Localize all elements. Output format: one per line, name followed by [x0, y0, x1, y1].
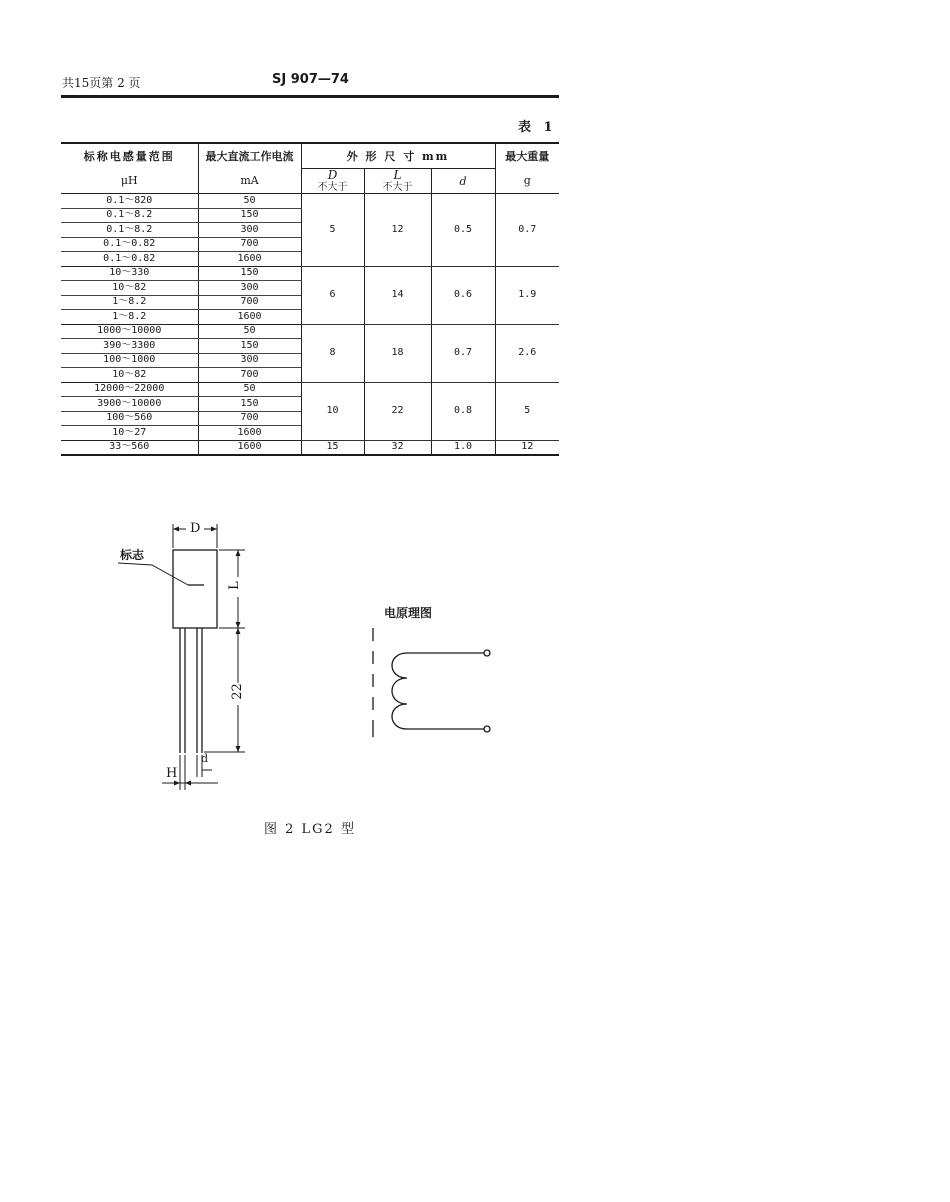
- header-D: D 不大于: [301, 169, 364, 194]
- range-cell: 12000～22000: [61, 382, 198, 397]
- dim-22-label: 22: [229, 683, 245, 700]
- d-cell: 1.0: [431, 440, 495, 455]
- D-cell: 10: [301, 382, 364, 440]
- current-cell: 300: [198, 223, 301, 238]
- range-cell: 100～1000: [61, 353, 198, 368]
- table-row: [61, 382, 559, 397]
- range-cell: 33～560: [61, 440, 198, 455]
- current-cell: 150: [198, 208, 301, 223]
- page-info: 共15页第 2 页: [62, 76, 141, 90]
- circuit-label: 电原理图: [384, 606, 433, 620]
- current-cell: 150: [198, 266, 301, 281]
- inductor-body: [173, 550, 217, 628]
- range-cell: 10～330: [61, 266, 198, 281]
- L-cell: 12: [364, 194, 431, 267]
- weight-cell: 5: [495, 382, 559, 440]
- range-cell: 0.1～8.2: [61, 208, 198, 223]
- weight-cell: 2.6: [495, 324, 559, 382]
- table-row: [61, 266, 559, 281]
- header-range: 标称电感量范围: [61, 143, 198, 169]
- current-cell: 1600: [198, 426, 301, 441]
- current-cell: 300: [198, 353, 301, 368]
- table-row: [61, 440, 559, 455]
- spec-table: [61, 142, 559, 456]
- D-cell: 6: [301, 266, 364, 324]
- table-row: [61, 194, 559, 209]
- range-cell: 10～82: [61, 281, 198, 296]
- range-cell: 10～27: [61, 426, 198, 441]
- current-cell: 700: [198, 295, 301, 310]
- header-weight: 最大重量: [495, 143, 559, 169]
- terminal-icon: [484, 726, 490, 732]
- dim-L-label: L: [226, 581, 242, 590]
- mark-label: 标志: [120, 548, 145, 562]
- header-L: L 不大于: [364, 169, 431, 194]
- L-cell: 32: [364, 440, 431, 455]
- range-cell: 10～82: [61, 368, 198, 383]
- L-cell: 18: [364, 324, 431, 382]
- table-number: 表 1: [518, 120, 557, 135]
- current-cell: 1600: [198, 440, 301, 455]
- D-cell: 8: [301, 324, 364, 382]
- table-row: [61, 324, 559, 339]
- d-cell: 0.6: [431, 266, 495, 324]
- current-cell: 50: [198, 382, 301, 397]
- current-cell: 700: [198, 411, 301, 426]
- d-cell: 0.8: [431, 382, 495, 440]
- current-cell: 1600: [198, 252, 301, 267]
- header-current-unit: mA: [198, 169, 301, 194]
- weight-cell: 1.9: [495, 266, 559, 324]
- current-cell: 50: [198, 194, 301, 209]
- current-cell: 50: [198, 324, 301, 339]
- L-cell: 22: [364, 382, 431, 440]
- L-cell: 14: [364, 266, 431, 324]
- range-cell: 1～8.2: [61, 310, 198, 325]
- current-cell: 1600: [198, 310, 301, 325]
- header-d: d: [431, 169, 495, 194]
- d-cell: 0.5: [431, 194, 495, 267]
- dim-d-label: d: [201, 752, 209, 765]
- header-dimensions: 外 形 尺 寸 mm: [301, 143, 495, 169]
- range-cell: 390～3300: [61, 339, 198, 354]
- weight-cell: 0.7: [495, 194, 559, 267]
- header-current: 最大直流工作电流: [198, 143, 301, 169]
- range-cell: 1000～10000: [61, 324, 198, 339]
- range-cell: 1～8.2: [61, 295, 198, 310]
- range-cell: 0.1～0.82: [61, 237, 198, 252]
- inductor-schematic: [360, 625, 500, 750]
- header-weight-unit: g: [495, 169, 559, 194]
- standard-number: SJ 907—74: [272, 72, 349, 87]
- range-cell: 0.1～8.2: [61, 223, 198, 238]
- terminal-icon: [484, 650, 490, 656]
- dim-D-label: D: [190, 521, 201, 536]
- range-cell: 3900～10000: [61, 397, 198, 412]
- current-cell: 700: [198, 368, 301, 383]
- d-cell: 0.7: [431, 324, 495, 382]
- current-cell: 150: [198, 397, 301, 412]
- weight-cell: 12: [495, 440, 559, 455]
- D-cell: 5: [301, 194, 364, 267]
- header-range-unit: μH: [61, 169, 198, 194]
- figure-caption: 图 2 LG2 型: [264, 822, 356, 837]
- current-cell: 700: [198, 237, 301, 252]
- header-rule: [61, 95, 559, 98]
- current-cell: 300: [198, 281, 301, 296]
- current-cell: 150: [198, 339, 301, 354]
- range-cell: 100～560: [61, 411, 198, 426]
- range-cell: 0.1～820: [61, 194, 198, 209]
- D-cell: 15: [301, 440, 364, 455]
- range-cell: 0.1～0.82: [61, 252, 198, 267]
- dim-H-label: H: [166, 766, 178, 781]
